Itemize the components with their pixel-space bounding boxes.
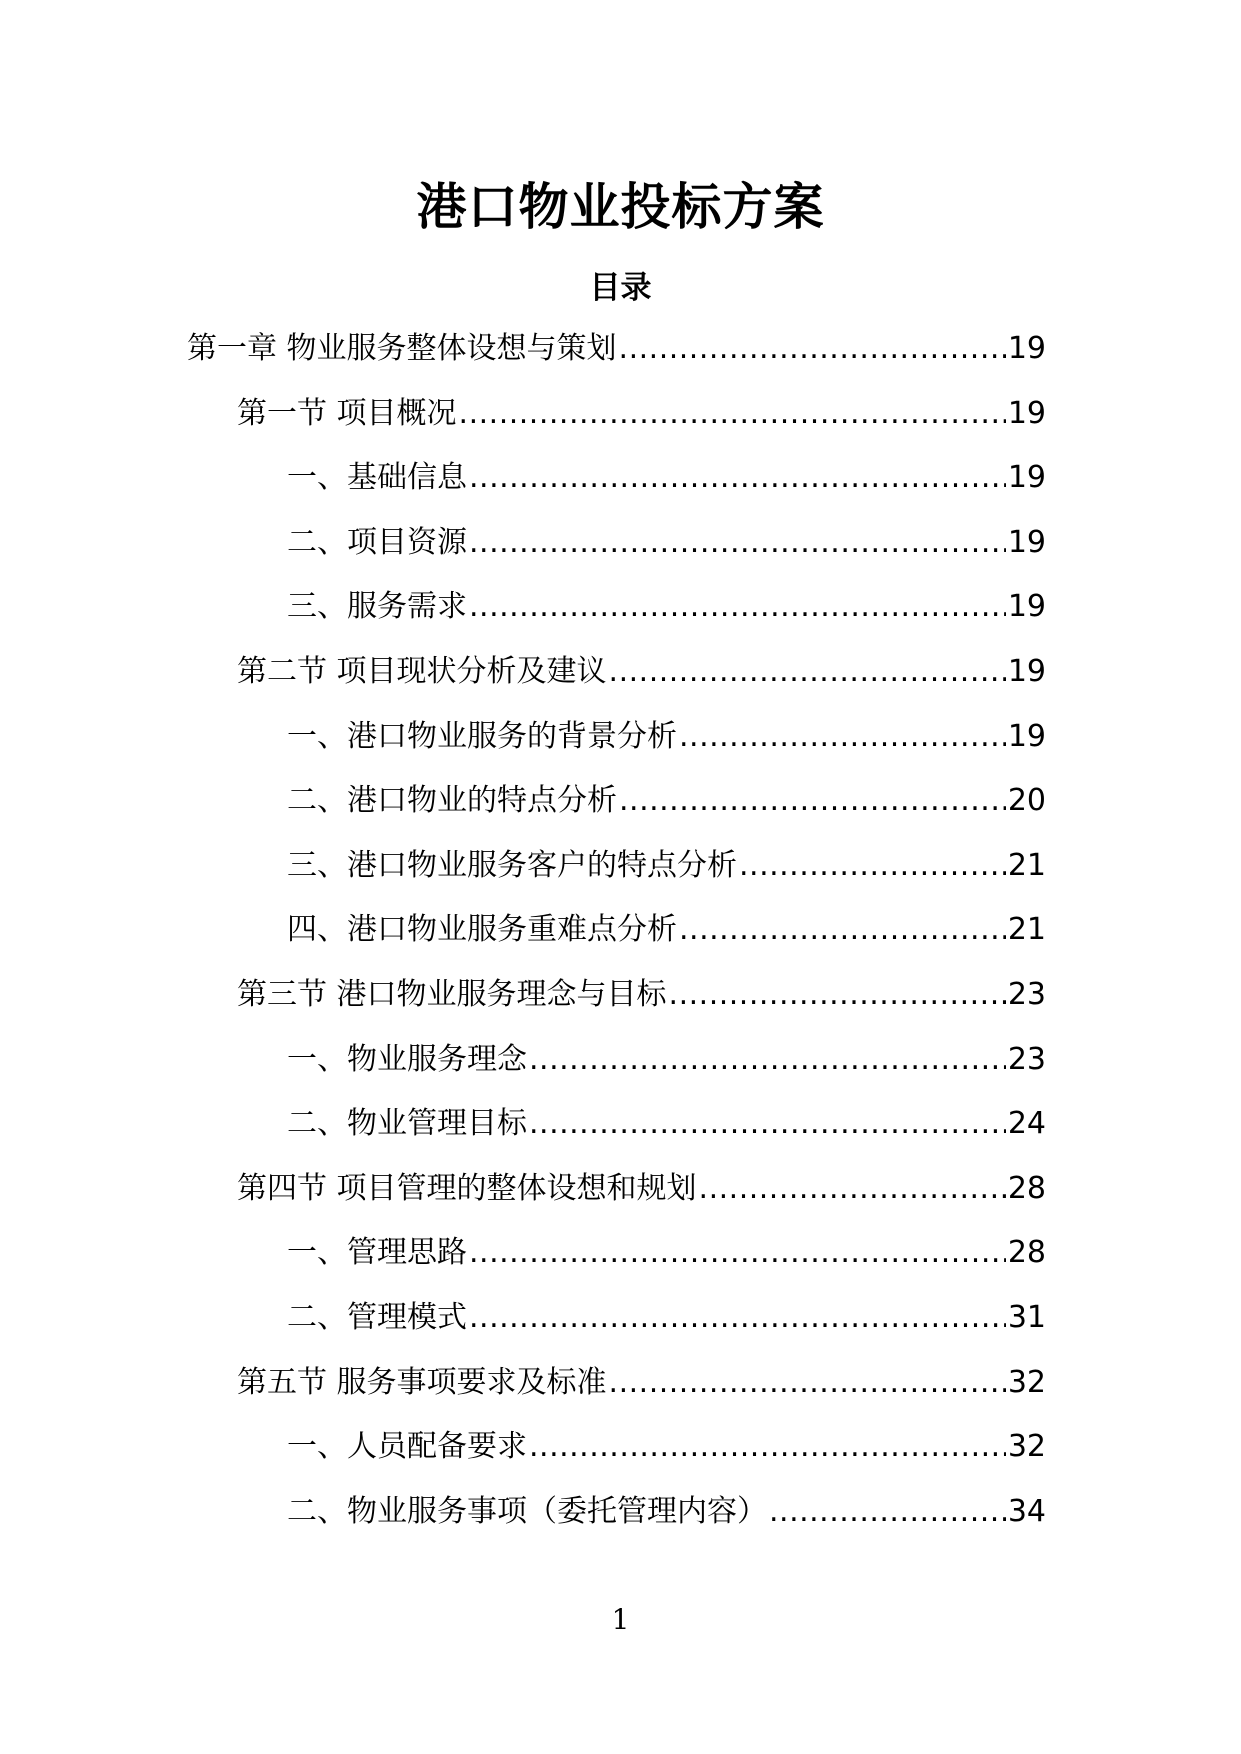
toc-entry[interactable] <box>287 1104 1046 1144</box>
toc-entry-page: 19 <box>1007 331 1046 366</box>
toc-entry[interactable] <box>287 910 1046 950</box>
toc-entry-page: 21 <box>1007 847 1046 883</box>
toc-leader-dots <box>679 910 1006 950</box>
toc-entry[interactable] <box>287 846 1046 886</box>
toc-entry-label: 二、物业服务事项（委托管理内容） <box>287 1493 767 1529</box>
toc-entry[interactable] <box>237 394 1046 434</box>
toc-entry-page: 21 <box>1007 912 1046 948</box>
toc-entry-label: 四、港口物业服务重难点分析 <box>287 912 677 948</box>
toc-entry-label: 一、港口物业服务的背景分析 <box>287 718 677 754</box>
toc-entry[interactable] <box>287 1427 1046 1467</box>
toc-leader-dots <box>469 1233 1006 1273</box>
toc-entry[interactable] <box>237 975 1046 1015</box>
toc-entry-page: 34 <box>1007 1493 1046 1529</box>
toc-entry-label: 二、港口物业的特点分析 <box>287 783 617 819</box>
toc-entry-label: 三、服务需求 <box>287 589 467 625</box>
toc-entry-page: 32 <box>1007 1364 1046 1400</box>
page-number: 1 <box>611 1603 630 1636</box>
toc-leader-dots <box>609 652 1006 692</box>
toc-entry-page: 19 <box>1007 654 1046 689</box>
toc-leader-dots <box>619 329 1006 369</box>
toc-entry-page: 19 <box>1007 395 1046 431</box>
toc-entry[interactable] <box>287 1233 1046 1273</box>
toc-entry-label: 一、物业服务理念 <box>287 1041 527 1077</box>
toc-entry-page: 19 <box>1007 460 1046 496</box>
toc-entry-label: 二、项目资源 <box>287 524 467 560</box>
toc-entry-page: 31 <box>1007 1300 1046 1335</box>
toc-entry-page: 28 <box>1007 1235 1046 1271</box>
toc-entry-label: 第一节 项目概况 <box>237 395 457 431</box>
toc-entry-label: 第五节 服务事项要求及标准 <box>237 1364 607 1400</box>
toc-entry[interactable] <box>287 587 1046 627</box>
toc-entry[interactable] <box>287 1040 1046 1080</box>
toc-leader-dots <box>529 1040 1006 1080</box>
toc-entry[interactable] <box>287 458 1046 498</box>
toc-entry[interactable] <box>287 717 1046 757</box>
toc-entry[interactable] <box>287 1492 1046 1532</box>
toc-entry-page: 20 <box>1007 783 1046 819</box>
toc-entry-page: 32 <box>1007 1429 1046 1465</box>
toc-leader-dots <box>769 1492 1006 1532</box>
toc-entry[interactable] <box>287 781 1046 821</box>
toc-entry-label: 二、物业管理目标 <box>287 1106 527 1142</box>
toc-leader-dots <box>469 1298 1006 1338</box>
toc-entry-page: 24 <box>1007 1106 1046 1142</box>
toc-leader-dots <box>669 975 1006 1015</box>
toc-leader-dots <box>469 587 1006 627</box>
toc-entry-page: 19 <box>1007 524 1046 560</box>
toc-leader-dots <box>619 781 1006 821</box>
toc-entry-label: 第三节 港口物业服务理念与目标 <box>237 977 667 1012</box>
toc-entry-label: 一、管理思路 <box>287 1235 467 1271</box>
toc-entry-page: 28 <box>1007 1170 1046 1206</box>
toc-leader-dots <box>459 394 1006 434</box>
toc-entry-page: 23 <box>1007 977 1046 1012</box>
document-title: 港口物业投标方案 <box>416 178 825 236</box>
toc-heading: 目录 <box>589 270 652 306</box>
toc-leader-dots <box>469 523 1006 563</box>
toc-entry[interactable] <box>237 1169 1046 1209</box>
toc-entry[interactable] <box>237 652 1046 692</box>
toc-leader-dots <box>529 1104 1006 1144</box>
toc-entry-page: 23 <box>1007 1041 1046 1077</box>
toc-leader-dots <box>679 717 1006 757</box>
toc-entry-page: 19 <box>1007 589 1046 625</box>
toc-entry[interactable] <box>187 329 1046 369</box>
toc-entry[interactable] <box>287 523 1046 563</box>
toc-leader-dots <box>529 1427 1006 1467</box>
toc-entry-label: 一、基础信息 <box>287 460 467 496</box>
toc-entry-label: 三、港口物业服务客户的特点分析 <box>287 847 737 883</box>
toc-entry-label: 第一章 物业服务整体设想与策划 <box>187 331 617 366</box>
toc-entry-page: 19 <box>1007 718 1046 754</box>
toc-leader-dots <box>609 1363 1006 1403</box>
toc-leader-dots <box>469 458 1006 498</box>
toc-entry-label: 一、人员配备要求 <box>287 1429 527 1465</box>
toc-leader-dots <box>739 846 1006 886</box>
toc-entry-label: 第二节 项目现状分析及建议 <box>237 654 607 689</box>
toc-entry[interactable] <box>237 1363 1046 1403</box>
toc-leader-dots <box>699 1169 1006 1209</box>
toc-entry-label: 二、管理模式 <box>287 1300 467 1335</box>
toc-entry-label: 第四节 项目管理的整体设想和规划 <box>237 1170 697 1206</box>
toc-entry[interactable] <box>287 1298 1046 1338</box>
